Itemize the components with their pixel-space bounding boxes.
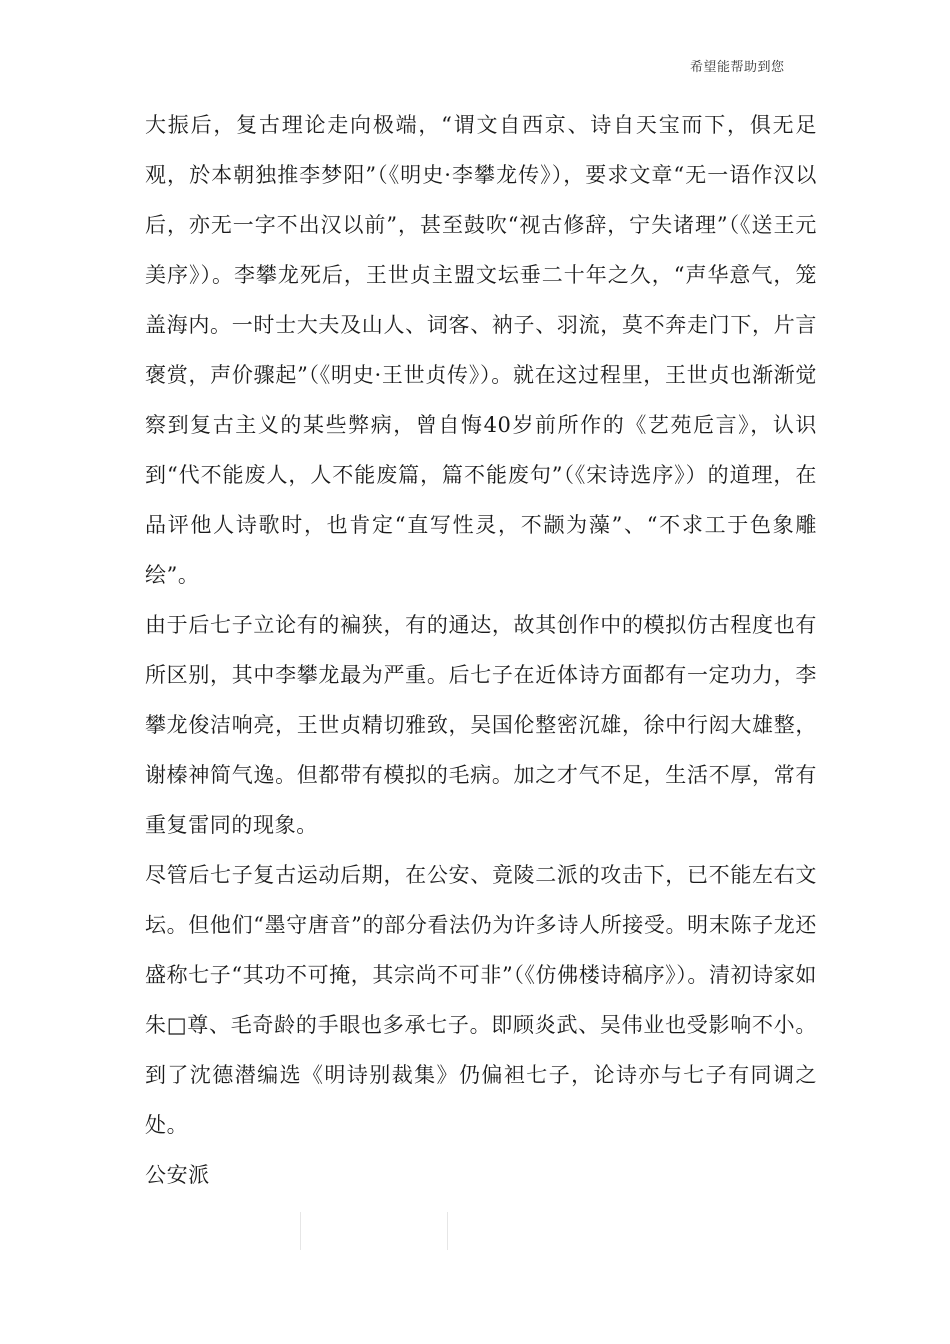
paragraph-2: 由于后七子立论有的褊狭，有的通达，故其创作中的模拟仿古程度也有所区别，其中李攀龙最为严重。后七子在近体诗方面都有一定功力，李攀龙俊洁响亮，王世贞精切雅致，吴国伦整密沉雄，徐中行闳大雄整，谢榛神简气逸。但都带有模拟的毛病。加之才气不足，生活不厚，常有重复雷同的现象。 bbox=[145, 613, 817, 837]
paragraph-3: 尽管后七子复古运动后期，在公安、竟陵二派的攻击下，已不能左右文坛。但他们“墨守唐音”的部分看法仍为许多诗人所接受。明末陈子龙还盛称七子“其功不可掩，其宗尚不可非”（《仿佛楼诗稿序》）。清初诗家如朱□尊、毛奇龄的手眼也多承七子。即顾炎武、吴伟业也受影响不小。到了沈德潜编选《明诗别裁集》仍偏袒七子，论诗亦与七子有同调之处。 bbox=[145, 863, 817, 1137]
paragraph-1: 大振后，复古理论走向极端，“谓文自西京、诗自天宝而下，俱无足观，於本朝独推李梦阳”（《明史·李攀龙传》），要求文章“无一语作汉以后，亦无一字不出汉以前”，甚至鼓吹“视古修辞，宁失诸理”（《送王元美序》）。李攀龙死后，王世贞主盟文坛垂二十年之久，“声华意气，笼盖海内。一时士大夫及山人、词客、衲子、羽流，莫不奔走门下，片言褒赏，声价骤起”（《明史·王世贞传》）。就在这过程里，王世贞也渐渐觉察到复古主义的某些弊病，曾自悔40岁前所作的《艺苑卮言》，认识到“代不能废人，人不能废篇，篇不能废句”（《宋诗选序》）的道理，在品评他人诗歌时，也肯定“直写性灵，不颛为藻”、“不求工于色象雕绘”。 bbox=[145, 113, 817, 587]
footer-divider bbox=[300, 1212, 448, 1250]
document-body bbox=[145, 100, 817, 1200]
page-header: 希望能帮助到您 bbox=[690, 60, 785, 75]
section-heading: 公安派 bbox=[145, 1163, 210, 1187]
